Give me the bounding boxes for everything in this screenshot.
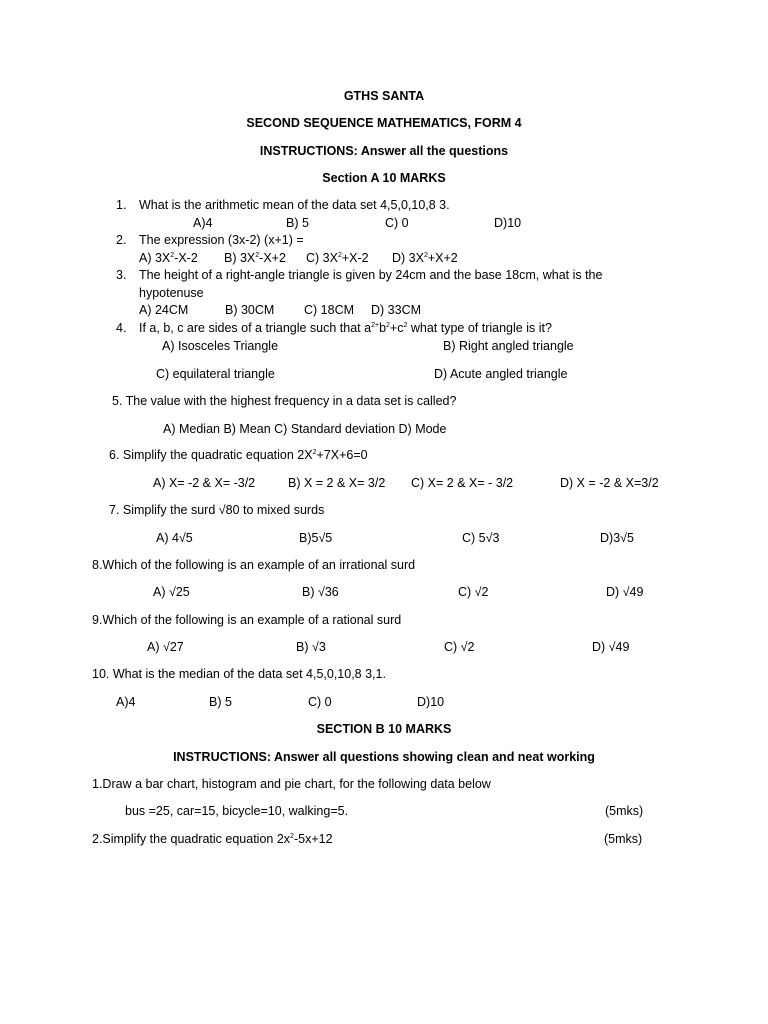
q10-option-d: D)10 — [417, 695, 445, 709]
q4-option-b: B) Right angled triangle — [443, 339, 574, 353]
section-b-q2-text: 2.Simplify the quadratic equation $2x^2-5x+12$ — [92, 832, 333, 846]
exam-title: SECOND SEQUENCE MATHEMATICS, FORM 4 — [246, 116, 522, 130]
q5-options: A) Median B) Mean C) Standard deviation D) Mode — [163, 422, 447, 436]
q7-text: 7. Simplify the surd √80 to mixed surds — [109, 503, 325, 517]
q3-text-continued: hypotenuse — [139, 286, 204, 300]
q3-option-b: B) 30CM — [225, 303, 275, 317]
q8-option-b: B) √36 — [302, 585, 339, 599]
instructions-heading: INSTRUCTIONS: Answer all the questions — [259, 144, 509, 158]
q1-option-c: C) 0 — [385, 216, 409, 230]
q6-option-d: D) X = -2 & X=3/2 — [560, 476, 659, 490]
q4-option-d: D) Acute angled triangle — [434, 367, 568, 381]
q4-number: 4. — [116, 321, 127, 335]
q9-option-d: D) √49 — [592, 640, 630, 654]
q3-text: The height of a right-angle triangle is given by 24cm and the base 18cm, what is the — [139, 268, 603, 282]
q2-option-c: C) $3X^2+X-2$ — [306, 251, 369, 265]
q9-option-b: B) √3 — [296, 640, 326, 654]
q6-option-c: C) X= 2 & X= - 3/2 — [411, 476, 514, 490]
q6-option-a: A) X= -2 & X= -3/2 — [153, 476, 256, 490]
q10-option-a: A)4 — [116, 695, 136, 709]
q2-option-a: A) $3X^2-X-2$ — [139, 251, 198, 265]
section-b-q1-data: bus =25, car=15, bicycle=10, walking=5. — [125, 804, 349, 818]
q2-option-b: B) $3X^2-X+2$ — [224, 251, 286, 265]
section-b-q1-marks: (5mks) — [605, 804, 644, 818]
q8-option-c: C) √2 — [458, 585, 489, 599]
q3-option-c: C) 18CM — [304, 303, 355, 317]
q8-option-d: D) √49 — [606, 585, 644, 599]
q3-option-d: D) 33CM — [371, 303, 422, 317]
section-a-heading: Section A 10 MARKS — [322, 171, 446, 185]
q10-option-b: B) 5 — [209, 695, 232, 709]
q1-option-b: B) 5 — [286, 216, 309, 230]
q4-option-c: C) equilateral triangle — [156, 367, 275, 381]
q7-option-a: A) 4√5 — [156, 531, 193, 545]
q8-text: 8.Which of the following is an example of an irrational surd — [92, 558, 416, 572]
q1-option-d: D)10 — [494, 216, 522, 230]
section-b-q1-text: 1.Draw a bar chart, histogram and pie chart, for the following data below — [92, 777, 491, 791]
q10-text: 10. What is the median of the data set 4,5,0,10,8 3,1. — [92, 667, 386, 681]
section-b-instructions: INSTRUCTIONS: Answer all questions showing clean and neat working — [173, 750, 595, 764]
school-name: GTHS SANTA — [343, 89, 425, 103]
q1-number: 1. — [116, 198, 127, 212]
q9-option-a: A) √27 — [147, 640, 184, 654]
q7-option-d: D)3√5 — [600, 531, 634, 545]
section-b-heading: SECTION B 10 MARKS — [316, 722, 452, 736]
q3-number: 3. — [116, 268, 127, 282]
section-b-q2-marks: (5mks) — [604, 832, 643, 846]
q3-option-a: A) 24CM — [139, 303, 189, 317]
q2-option-d: D) $3X^2+X+2$ — [392, 251, 458, 265]
q5-text: 5. The value with the highest frequency in a data set is called? — [112, 394, 457, 408]
q10-option-c: C) 0 — [308, 695, 332, 709]
q4-text: If a, b, c are sides of a triangle such that $a^{2+}b^2+c^2$ what type of triangle is it? — [139, 321, 552, 335]
q8-option-a: A) √25 — [153, 585, 190, 599]
q1-option-a: A)4 — [193, 216, 213, 230]
q9-option-c: C) √2 — [444, 640, 475, 654]
q7-option-b: B)5√5 — [299, 531, 333, 545]
q7-option-c: C) 5√3 — [462, 531, 500, 545]
q2-number: 2. — [116, 233, 127, 247]
q4-option-a: A) Isosceles Triangle — [162, 339, 279, 353]
q2-text: The expression (3x-2) (x+1) = — [139, 233, 304, 247]
q1-text: What is the arithmetic mean of the data set 4,5,0,10,8 3. — [139, 198, 450, 212]
q9-text: 9.Which of the following is an example of a rational surd — [92, 613, 402, 627]
q6-option-b: B) X = 2 & X= 3/2 — [288, 476, 386, 490]
q6-text: 6. Simplify the quadratic equation $2X^2+7X+6=0$ — [109, 448, 368, 462]
